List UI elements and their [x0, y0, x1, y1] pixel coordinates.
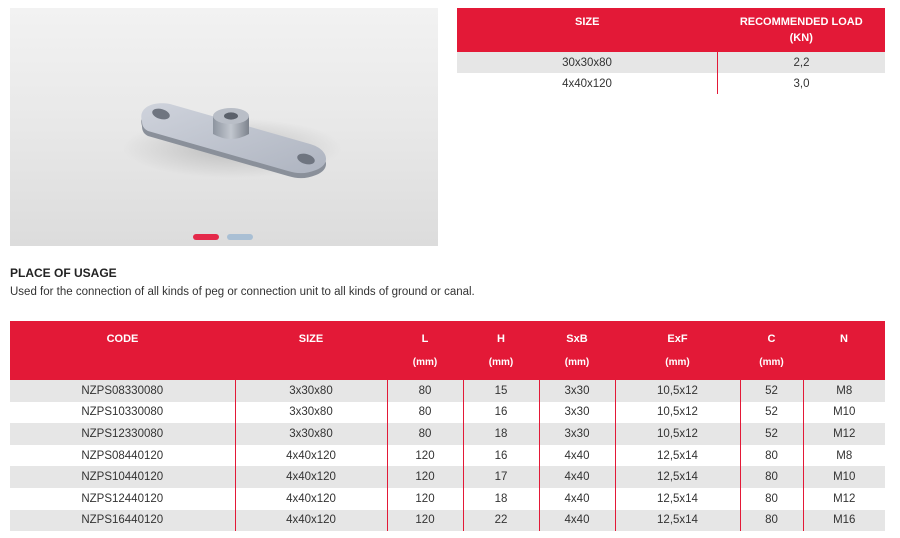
header-recommended-load: RECOMMENDED LOAD (KN): [718, 8, 886, 52]
sxb-cell: 4x40: [539, 466, 615, 488]
l-cell: 80: [387, 423, 463, 445]
carousel-dots: [193, 234, 253, 240]
h-cell: 22: [463, 510, 539, 532]
sxb-cell: 4x40: [539, 445, 615, 467]
exf-cell: 12,5x14: [615, 466, 740, 488]
table-row: [10, 488, 885, 510]
code-cell: NZPS12440120: [10, 488, 235, 510]
exf-cell: 12,5x14: [615, 488, 740, 510]
n-cell: M16: [803, 510, 885, 532]
load-table-row: [457, 52, 885, 73]
table-row: [10, 402, 885, 424]
n-cell: M8: [803, 445, 885, 467]
l-cell: 120: [387, 488, 463, 510]
unit-n: [803, 357, 885, 380]
size-cell: 4x40x120: [235, 488, 387, 510]
load-table-row: [457, 73, 885, 94]
code-cell: NZPS10440120: [10, 466, 235, 488]
n-cell: M12: [803, 488, 885, 510]
base-plate-image: [10, 8, 438, 246]
l-cell: 80: [387, 402, 463, 424]
c-cell: 80: [740, 466, 803, 488]
header-l: L: [387, 321, 463, 357]
header-c: C: [740, 321, 803, 357]
l-cell: 120: [387, 510, 463, 532]
unit-h: (mm): [463, 357, 539, 380]
header-sxb: SxB: [539, 321, 615, 357]
unit-c: (mm): [740, 357, 803, 380]
unit-size: [235, 357, 387, 380]
unit-code: [10, 357, 235, 380]
code-cell: NZPS08440120: [10, 445, 235, 467]
header-exf: ExF: [615, 321, 740, 357]
table-row: [10, 510, 885, 532]
sxb-cell: 4x40: [539, 510, 615, 532]
table-row: [10, 423, 885, 445]
h-cell: 16: [463, 445, 539, 467]
size-cell: 4x40x120: [235, 445, 387, 467]
usage-title: PLACE OF USAGE: [10, 266, 117, 280]
sxb-cell: 3x30: [539, 380, 615, 402]
sxb-cell: 4x40: [539, 488, 615, 510]
exf-cell: 12,5x14: [615, 510, 740, 532]
h-cell: 15: [463, 380, 539, 402]
h-cell: 18: [463, 488, 539, 510]
l-cell: 120: [387, 445, 463, 467]
h-cell: 17: [463, 466, 539, 488]
l-cell: 120: [387, 466, 463, 488]
size-cell: 30x30x80: [457, 52, 718, 73]
c-cell: 80: [740, 445, 803, 467]
carousel-dot-1[interactable]: [193, 234, 219, 240]
c-cell: 80: [740, 510, 803, 532]
code-cell: NZPS16440120: [10, 510, 235, 532]
n-cell: M12: [803, 423, 885, 445]
exf-cell: 10,5x12: [615, 380, 740, 402]
c-cell: 80: [740, 488, 803, 510]
usage-description: Used for the connection of all kinds of peg or connection unit to all kinds of ground or canal.: [10, 286, 475, 298]
c-cell: 52: [740, 380, 803, 402]
table-row: [10, 466, 885, 488]
size-cell: 3x30x80: [235, 402, 387, 424]
code-cell: NZPS10330080: [10, 402, 235, 424]
size-cell: 3x30x80: [235, 380, 387, 402]
exf-cell: 10,5x12: [615, 423, 740, 445]
sxb-cell: 3x30: [539, 402, 615, 424]
n-cell: M10: [803, 466, 885, 488]
size-cell: 3x30x80: [235, 423, 387, 445]
c-cell: 52: [740, 402, 803, 424]
header-size: SIZE: [457, 8, 718, 52]
header-code: CODE: [10, 321, 235, 357]
exf-cell: 10,5x12: [615, 402, 740, 424]
table-row: [10, 445, 885, 467]
size-cell: 4x40x120: [235, 466, 387, 488]
unit-exf: (mm): [615, 357, 740, 380]
n-cell: M8: [803, 380, 885, 402]
code-cell: NZPS08330080: [10, 380, 235, 402]
recommended-load-table: [457, 8, 885, 94]
unit-l: (mm): [387, 357, 463, 380]
table-row: [10, 380, 885, 402]
code-cell: NZPS12330080: [10, 423, 235, 445]
header-n: N: [803, 321, 885, 357]
h-cell: 16: [463, 402, 539, 424]
h-cell: 18: [463, 423, 539, 445]
l-cell: 80: [387, 380, 463, 402]
carousel-dot-2[interactable]: [227, 234, 253, 240]
load-cell: 3,0: [718, 73, 886, 94]
header-size: SIZE: [235, 321, 387, 357]
load-cell: 2,2: [718, 52, 886, 73]
size-cell: 4x40x120: [235, 510, 387, 532]
n-cell: M10: [803, 402, 885, 424]
c-cell: 52: [740, 423, 803, 445]
unit-sxb: (mm): [539, 357, 615, 380]
product-spec-table: [10, 321, 885, 531]
product-image-panel: [10, 8, 438, 246]
exf-cell: 12,5x14: [615, 445, 740, 467]
size-cell: 4x40x120: [457, 73, 718, 94]
sxb-cell: 3x30: [539, 423, 615, 445]
header-h: H: [463, 321, 539, 357]
